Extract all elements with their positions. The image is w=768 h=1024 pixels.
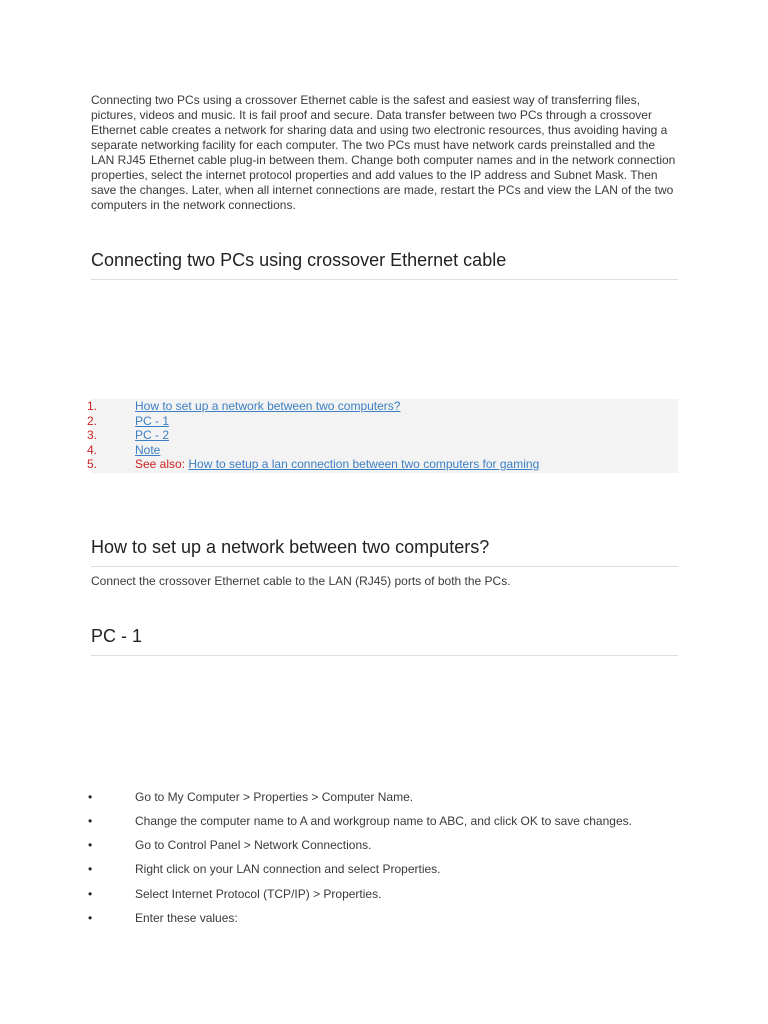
step-text: Select Internet Protocol (TCP/IP) > Properties. xyxy=(135,887,382,901)
toc-item xyxy=(86,457,678,472)
toc-item xyxy=(86,443,678,458)
step-text: Go to My Computer > Properties > Computer Name. xyxy=(135,790,414,804)
toc-number: 3. xyxy=(86,428,97,442)
setup-heading: How to set up a network between two computers? xyxy=(91,537,678,567)
list-item xyxy=(88,886,678,902)
toc-link-pc1[interactable]: PC - 1 xyxy=(135,414,170,428)
toc-number: 4. xyxy=(86,443,97,457)
bullet-marker: • xyxy=(88,790,93,804)
toc-number: 1. xyxy=(86,399,97,413)
toc-number: 5. xyxy=(86,457,97,471)
toc-item xyxy=(86,399,678,414)
toc-number: 2. xyxy=(86,414,97,428)
setup-text: Connect the crossover Ethernet cable to the LAN (RJ45) ports of both the PCs. xyxy=(91,574,511,588)
step-text: Right click on your LAN connection and select Properties. xyxy=(135,862,441,876)
list-item xyxy=(88,861,678,877)
main-heading: Connecting two PCs using crossover Ethernet cable xyxy=(91,250,678,280)
list-item xyxy=(88,837,678,853)
bullet-marker: • xyxy=(88,862,93,876)
step-text: Go to Control Panel > Network Connections. xyxy=(135,838,372,852)
see-also-link[interactable]: How to setup a lan connection between two computers for gaming xyxy=(188,457,540,471)
toc-item xyxy=(86,428,678,443)
step-text: Enter these values: xyxy=(135,911,238,925)
step-text: Change the computer name to A and workgroup name to ABC, and click OK to save changes. xyxy=(135,814,632,828)
toc-link-note[interactable]: Note xyxy=(135,443,161,457)
toc-link-setup[interactable]: How to set up a network between two computers? xyxy=(135,399,401,413)
intro-paragraph: Connecting two PCs using a crossover Ethernet cable is the safest and easiest way of transferring files, pictures, videos and music. It is fail proof and secure. Data transfer between two PCs through a crossover Ethernet cable creates a network for sharing data and using two electronic resources, thus avoiding having a separate networking facility for each computer. The two PCs must have network cards preinstalled and the LAN RJ45 Ethernet cable plug-in between them. Change both computer names and in the network connection properties, select the internet protocol properties and add values to the IP address and Subnet Mask. Then save the changes. Later, when all internet connections are made, restart the PCs and view the LAN of the two computers in the network connections. xyxy=(91,93,676,212)
pc1-heading: PC - 1 xyxy=(91,626,678,656)
see-also-line xyxy=(135,457,539,472)
bullet-marker: • xyxy=(88,911,93,925)
bullet-marker: • xyxy=(88,838,93,852)
bullet-marker: • xyxy=(88,887,93,901)
bullet-marker: • xyxy=(88,814,93,828)
list-item xyxy=(88,813,678,829)
toc-link-pc2[interactable]: PC - 2 xyxy=(135,428,170,442)
table-of-contents xyxy=(86,399,678,473)
list-item xyxy=(88,789,678,805)
toc-item xyxy=(86,414,678,429)
see-also-label: See also: xyxy=(135,457,189,471)
list-item xyxy=(88,910,678,926)
